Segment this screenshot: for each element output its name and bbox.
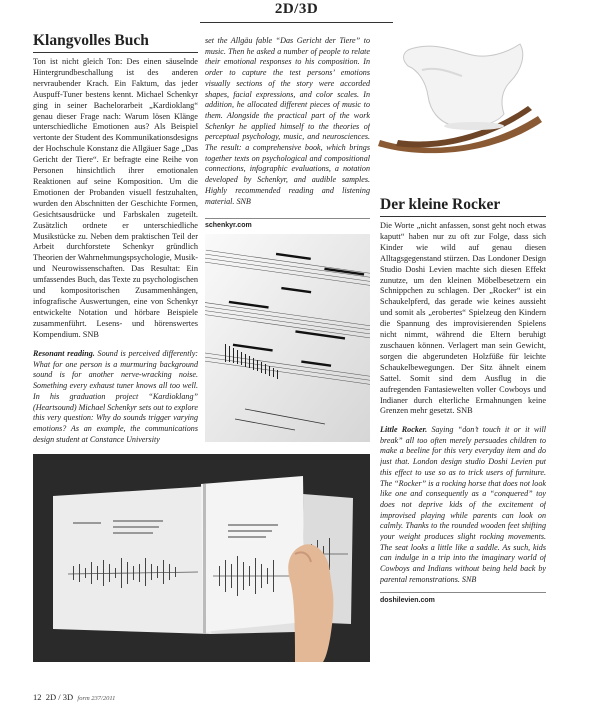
url-link[interactable]: doshilevien.com — [380, 597, 435, 604]
page-number: 12 — [33, 692, 42, 702]
page-footer — [33, 692, 233, 702]
section-title: 2D/3D — [274, 1, 319, 17]
magazine-issue: form 237/2011 — [77, 695, 116, 702]
rocker-photo — [378, 30, 546, 178]
url-rule — [205, 218, 370, 219]
lead-in-en: Resonant reading. — [33, 349, 95, 358]
article-body-en-continued: set the Allgäu fable “Das Gericht der Tiere” to music. Then he asked a number of people to relate their emotional responses to his composition. In order to capture the test persons’ emotions visually sections of the story were accorded shapes, facial expressions, and color scales. In addition, he allocated different pieces of music to them. Alongside the practical part of the work Schenkyr he applied himself to the theories of perceptual psychology, music, and neurosciences. The result: a comprehensive book, which brings together texts on psychological and compositional connections, infographic evaluations, a notation developed by Schenkyr, and audible samples. Highly recommended reading and listening material. SNB — [205, 36, 370, 206]
book-photo — [33, 454, 370, 662]
section-rule — [200, 22, 393, 23]
open-book-illustration — [33, 454, 370, 662]
title-rule — [33, 52, 198, 53]
footer-section: 2D / 3D — [45, 692, 74, 702]
score-photo — [205, 234, 370, 442]
article-body-de: Ton ist nicht gleich Ton: Des einen säuselnde Hintergrundbeschallung ist des anderen nervraubender Krach. Ein Faktum, das jeder Auspuff-Tuner bestens kennt. Michael Schenkyr ging in seiner Bachelorarbeit „Kardioklang“ genau dieser Frage nach: Warum lösen Klänge unterschiedliche Emotionen aus? Als Beispiel vertonte der Student des Kommunikationsdesigns der Hochschule Konstanz die Allgäuer Sage „Das Gericht der Tiere“. Er befragte eine Reihe von Personen hinsichtlich ihrer emotionalen Reaktionen auf seine Komposition. Um die Emotionen der Probanden visuell festzuhalten, wurden den Abschnitten der Geschichte Formen, Gesichtsausdrücke und Farbskalen zugeteilt. Zusätzlich ordnete er unterschiedliche Musikstücke zu. Neben dem praktischen Teil der Arbeit durchforstete Schenkyr gründlich Theorien der Wahrnehmungspsychologie, Musik- und Neurowissenschaften. Das Resultat: Ein umfassendes Buch, das Texte zu psychologischen und kompositorischen Zusammenhängen, infografische Auswertungen, eine von Schenkyr entwickelte Notation und hörbare Beispiele zusammenführt. Lesens- und hörenswertes Kompendium. SNB — [33, 57, 198, 339]
url-rule — [380, 592, 546, 593]
rocking-horse-illustration — [378, 30, 546, 178]
url-link[interactable]: schenkyr.com — [205, 222, 252, 229]
article-body-en — [33, 349, 198, 445]
music-score-illustration — [205, 234, 370, 442]
article-title-klangvolles-buch: Klangvolles Buch — [33, 32, 149, 49]
title-rule — [380, 216, 546, 217]
article-body-de: Die Worte „nicht anfassen, sonst geht noch etwas kaputt“ haben nur zu oft zur Folge, dass sich Kinder wie wild auf genau diesen Alltagsgegenstand stürzen. Das Londoner Design Studio Doshi Levien machte sich diesen Effekt zunutze, um den kleinen Möbelbesetzern ein Schnippchen zu schlagen. Der „Rocker“ ist ein Schaukelpferd, das gerade wie keines aussieht und somit als „erobertes“ Spielzeug den Kindern die Spannung des improvisierenden Spielens nicht nimmt, während die Eltern beruhigt zuschauen können. Verlagert man sein Gewicht, sorgen die abgerundeten Holzfüße für leichte Schaukelbewegungen. Der Sitz ähnelt einem Sattel. Somit sind dem Ausflug in die aufregenden Fantasiewelten voller Cowboys und Indianer durch elterliche Ermahnungen keine Grenzen mehr gesetzt. SNB — [380, 221, 546, 416]
lead-in-en: Little Rocker. — [380, 425, 428, 434]
body-en-text: Saying “don’t touch it or it will break” all too often merely persuades children to make a beeline for this very everyday item and do just that. London design studio Doshi Levien put this effect to use so as to trick users of furniture. The “Rocker” is a rocking horse that does not look like one and consequently as a “conquered” toy does not deprive kids of the excitement of improvised playing while parents can look on calmly. Thanks to the rounded wooden feet shifting your weight produces slight rocking movements. The seat looks a little like a saddle. As such, kids can indulge in a trip into the imaginary world of Cowboys and Indians without being held back by parental remonstrations. SNB — [380, 425, 546, 584]
article-title-der-kleine-rocker: Der kleine Rocker — [380, 196, 501, 213]
body-en-text: Sound is perceived differently: What for one person is a murmuring background sound is for another nerve-wracking noise. Something every exhaust tuner knows all too well. In his graduation project “Kardioklang” (Heartsound) Michael Schenkyr sets out to explore this very question: Why do sounds trigger varying emotions? As an example, the communications design student at Constance University — [33, 349, 198, 444]
article-body-en — [380, 425, 546, 587]
